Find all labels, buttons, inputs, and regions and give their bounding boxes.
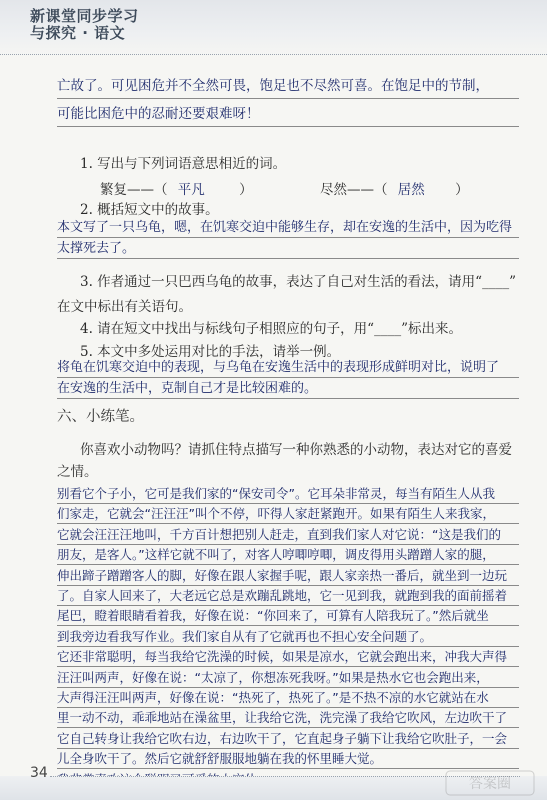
watermark-logo (445, 770, 535, 796)
q2-answer-line-1: 本文写了一只乌龟，嗯，在饥寒交迫中能够生存，却在安逸的生活中，因为吃得 (57, 216, 519, 238)
page-number: 34 (30, 765, 48, 781)
essay-line: 它还非常聪明，每当我给它洗澡的时候，如果是凉水，它就会跑出来，冲我大声得 (57, 647, 519, 667)
q1-word-a: 繁复——（ 平凡 ） (100, 182, 253, 198)
q1-answer-b: 居然 (397, 182, 425, 198)
question-3-line-1: 3. 作者通过一只巴西乌龟的故事，表达了自己对生活的看法，请用“____” (80, 274, 516, 290)
reading-line-2: 可能比困危中的忍耐还要艰难呀！ (57, 102, 519, 127)
essay-line: 大声得汪汪叫两声，好像在说：“热死了，热死了。”是不热不凉的水它就站在水 (57, 688, 519, 708)
question-4: 4. 请在短文中找出与标线句子相照应的句子，用“____”标出来。 (80, 321, 462, 337)
q1-answer-a: 平凡 (177, 182, 205, 198)
q1-word-b: 尽然——（ 居然 ） (320, 182, 469, 198)
question-3-line-2: 在文中标出有关语句。 (57, 299, 192, 315)
essay-line: 它自己转身让我给它吹右边，右边吹干了，它直起身子躺下让我给它吹肚子，一会 (57, 729, 519, 749)
essay-line: 汪汪叫两声，好像在说：“太凉了，你想冻死我呀。”如果是热水它也会跑出来， (57, 668, 519, 688)
essay-line: 尾巴，瞪着眼睛看着我，好像在说：“你回来了，可算有人陪我玩了。”然后就坐 (57, 606, 519, 626)
series-title-line1: 新课堂同步学习 (30, 7, 139, 25)
essay-line: 里一动不动，乖乖地站在澡盆里，让我给它洗，洗完澡了我给它吹风，左边吹干了 (57, 708, 519, 728)
section-6-prompt-line-1: 你喜欢小动物吗？请抓住特点描写一种你熟悉的小动物，表达对它的喜爱 (80, 442, 512, 458)
header-divider (0, 54, 547, 55)
reading-line-1: 亡故了。可见困危并不全然可畏，饱足也不尽然可喜。在饱足中的节制， (57, 74, 519, 99)
essay-line: 伸出蹄子蹭蹭客人的脚，好像在跟人家握手呢，跟人家亲热一番后，就坐到一边玩 (57, 566, 519, 586)
essay-line: 到我旁边看我写作业。我们家自从有了它就再也不担心安全问题了。 (57, 627, 519, 647)
essay-line: 儿全身吹干了。然后它就舒舒服服地躺在我的怀里睡大觉。 (57, 749, 519, 769)
series-title-line2: 与探究 · 语文 (30, 24, 126, 42)
essay-line: 们家走，它就会“汪汪汪”叫个不停，吓得人家赶紧跑开。如果有陌生人来我家， (57, 504, 519, 524)
essay-line: 了。自家人回来了，大老远它总是欢蹦乱跳地，它一见到我，就跑到我的面前摇着 (57, 586, 519, 606)
essay-line: 别看它个子小，它可是我们家的“保安司令”。它耳朵非常灵，每当有陌生人从我 (57, 484, 519, 504)
section-6-title: 六、小练笔。 (57, 409, 144, 425)
watermark-text: 答案圈 (469, 776, 511, 792)
q2-answer-line-2: 太撑死去了。 (57, 237, 519, 259)
question-5: 5. 本文中多处运用对比的手法，请举一例。 (80, 344, 341, 360)
essay-line: 朋友，是客人。”这样它就不叫了，对客人哼唧哼唧，调皮得用头蹭蹭人家的腿， (57, 545, 519, 565)
q5-answer-line-1: 将龟在饥寒交迫中的表现，与乌龟在安逸生活中的表现形成鲜明对比，说明了 (57, 356, 519, 378)
essay-line: 它就会汪汪汪地叫，千方百计想把别人赶走，直到我们家人对它说：“这是我们的 (57, 525, 519, 545)
question-2: 2. 概括短文中的故事。 (80, 202, 219, 218)
series-title (30, 8, 139, 42)
question-1: 1. 写出与下列词语意思相近的词。 (80, 156, 287, 172)
q5-answer-line-2: 在安逸的生活中，克制自己才是比较困难的。 (57, 377, 519, 399)
section-6-prompt-line-2: 之情。 (57, 464, 98, 480)
